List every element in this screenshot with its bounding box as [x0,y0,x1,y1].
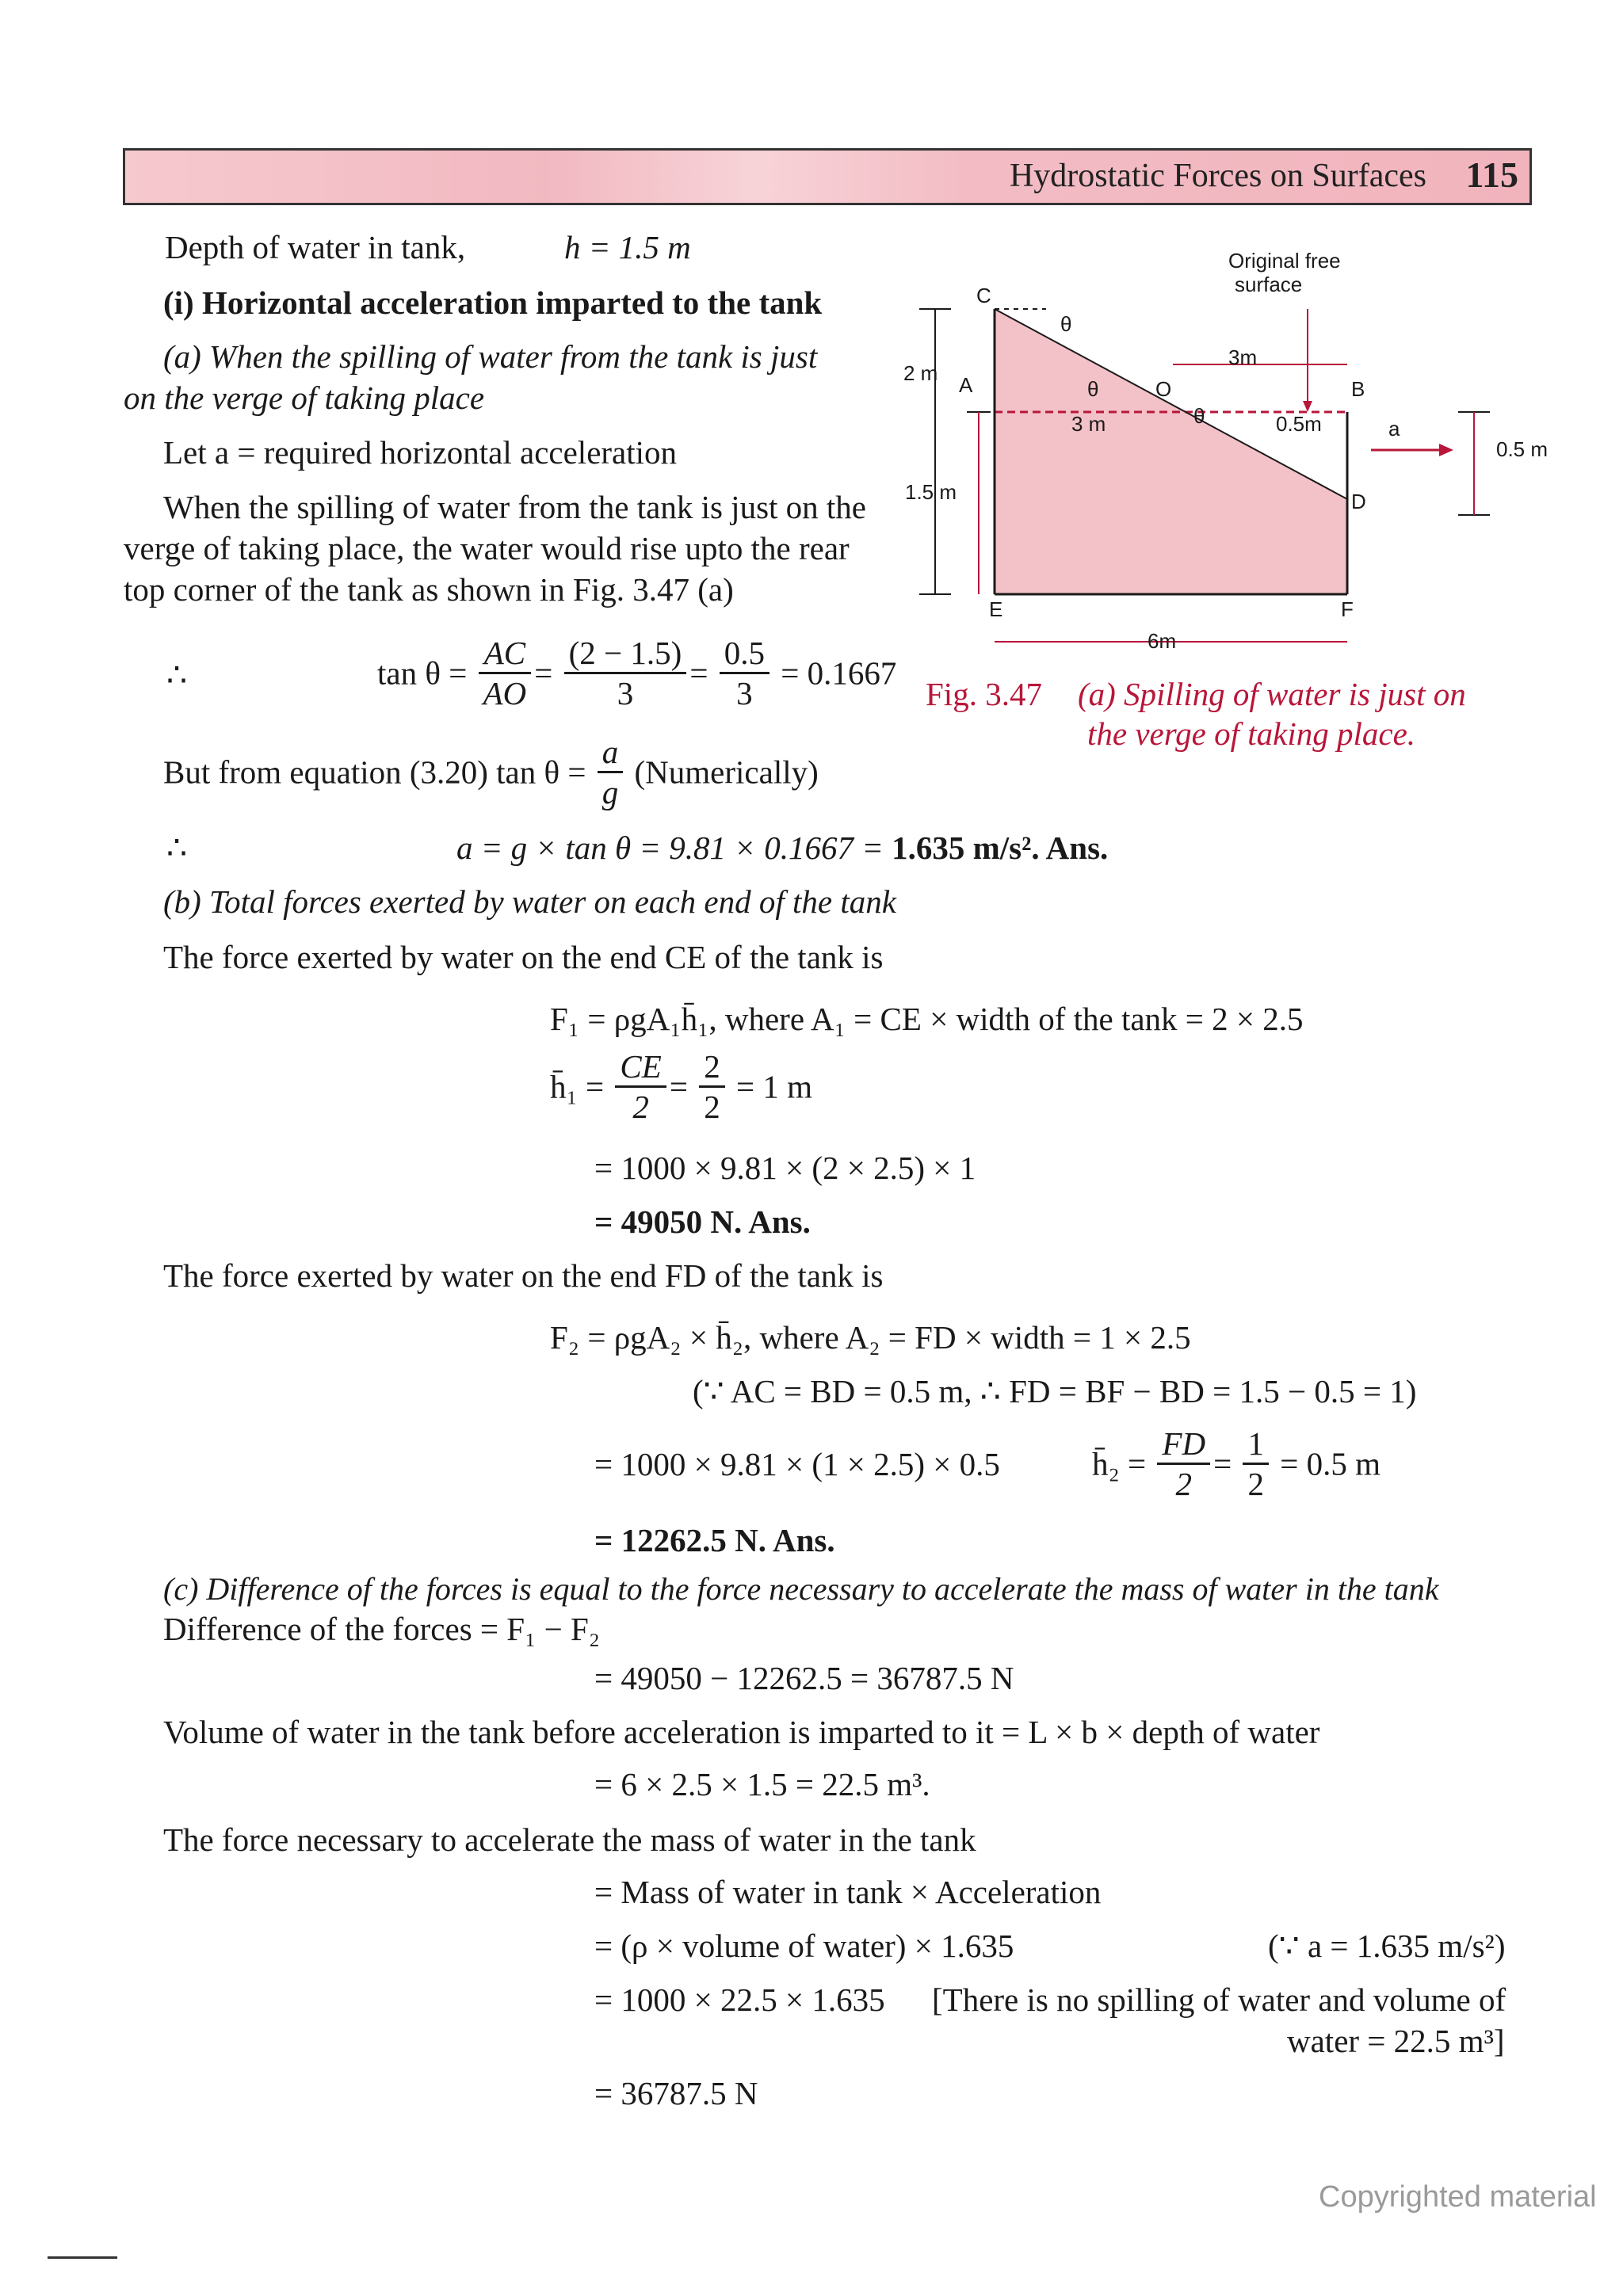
label-E: E [989,597,1003,621]
force-fd-intro: The force exerted by water on the end FD of the tank is [163,1257,884,1294]
water-region [995,309,1347,594]
label-original-free: Original free [1228,249,1341,273]
copyright-notice: Copyrighted material [1319,2180,1597,2214]
label-15m: 1.5 m [905,480,957,504]
paragraph-line: When the spilling of water from the tank is just on the [163,489,867,525]
tan-theta-equation: tan θ = $\frac{AC}{AO}$ = $\frac{(2 - 1.5)}{3}$ = $\frac{0.5}{3}$ = 0.1667 [377,635,897,711]
tan-result: = 0.1667 [781,654,897,692]
label-theta: θ [1087,377,1099,401]
label-D: D [1351,490,1366,513]
a-result: 1.635 m/s². Ans. [892,830,1109,866]
fraction-diff: $\frac{(2 - 1.5)}{3}$ [564,634,687,712]
section-i-heading: (i) Horizontal acceleration imparted to the tank [163,284,823,321]
final-result: = 36787.5 N [594,2075,758,2111]
F1-result: = 49050 N. Ans. [594,1203,811,1240]
chapter-title: Hydrostatic Forces on Surfaces [1009,158,1426,194]
but-from-line: But from equation (3.20) tan θ = $\frac{a}{g}$ (Numerically) [163,734,819,810]
label-3m-inner: 3 m [1071,412,1106,436]
label-C: C [976,284,991,307]
label-B: B [1351,377,1365,401]
h1-equation: h̄₁ = $\frac{CE}{2}$ = $\frac{2}{2}$ = 1 m [550,1048,812,1125]
rho-volume-note: (∵ a = 1.635 m/s²) [1268,1928,1506,1964]
paragraph-line: top corner of the tank as shown in Fig. 3.47 (a) [124,571,734,608]
depth-label: Depth of water in tank, [165,229,466,265]
label-6m: 6m [1148,629,1177,653]
paragraph-line: verge of taking place, the water would rise upto the rear [124,530,850,566]
label-theta: θ [1193,404,1205,428]
difference-line: Difference of the forces = F₁ − F₂ [163,1611,601,1647]
label-O: O [1155,377,1172,401]
label-2m: 2 m [903,361,938,385]
final-calc-note-cont: water = 22.5 m³] [1287,2023,1505,2059]
let-a-line: Let a = required horizontal acceleration [163,434,678,471]
fraction-a-g: $\frac{a}{g}$ [598,733,624,811]
F2-result: = 12262.5 N. Ans. [594,1522,835,1558]
page-number: 115 [1465,154,1518,195]
label-theta: θ [1060,312,1072,336]
fraction-05-3: $\frac{0.5}{3}$ [720,634,769,712]
therefore-symbol: ∴ [166,830,188,866]
section-a-heading: (a) When the spilling of water from the tank is just [163,338,818,375]
figure-tank-diagram [903,246,1561,666]
therefore-symbol: ∴ [166,657,188,693]
final-calc-note: [There is no spilling of water and volume of [932,1981,1507,2018]
label-F: F [1341,597,1354,621]
fraction-ac-ao: $\frac{AC}{AO}$ [479,634,532,712]
h2-equation: h̄₂ = $\frac{FD}{2}$ = $\frac{1}{2}$ = 0.5 m [1092,1425,1381,1502]
label-A: A [959,373,973,397]
final-calc: = 1000 × 22.5 × 1.635 [594,1981,885,2018]
label-05m: 0.5 m [1496,437,1549,461]
F2-equation: F₂ = ρgA₂ × h̄₂, where A₂ = FD × width = 1 × 2.5 [550,1319,1191,1356]
force-necessary-line: The force necessary to accelerate the mass of water in the tank [163,1821,976,1858]
figure-caption-text-cont: the verge of taking place. [1087,715,1416,752]
because-line: (∵ AC = BD = 0.5 m, ∴ FD = BF − BD = 1.5 − 0.5 = 1) [693,1373,1417,1409]
section-b-heading: (b) Total forces exerted by water on each end of the tank [163,883,896,920]
footer-rule [48,2256,117,2259]
figure-caption-text: (a) Spilling of water is just on [1078,676,1466,712]
running-header [123,148,1532,205]
volume-calc: = 6 × 2.5 × 1.5 = 22.5 m³. [594,1766,930,1802]
tan-lhs: tan θ = [377,654,468,692]
label-05m-inner: 0.5m [1276,412,1322,436]
F1-equation: F₁ = ρgA₁h̄₁, where A₁ = CE × width of the tank = 2 × 2.5 [550,1001,1304,1037]
F1-calculation: = 1000 × 9.81 × (2 × 2.5) × 1 [594,1150,976,1186]
label-a: a [1388,417,1400,441]
depth-value: h = 1.5 m [564,229,691,265]
label-3m-top: 3m [1228,345,1258,369]
label-surface: surface [1235,273,1303,296]
a-calculation: a = g × tan θ = 9.81 × 0.1667 = 1.635 m/s². Ans. [456,830,1109,866]
difference-calc: = 49050 − 12262.5 = 36787.5 N [594,1660,1014,1696]
F2-calculation: = 1000 × 9.81 × (1 × 2.5) × 0.5 [594,1446,1000,1482]
figure-caption-label: Fig. 3.47 [926,676,1042,712]
section-a-heading-cont: on the verge of taking place [124,379,485,416]
volume-line: Volume of water in the tank before acceleration is imparted to it = L × b × depth of water [163,1714,1320,1750]
section-c-heading: (c) Difference of the forces is equal to the force necessary to accelerate the mass of water in the tank [163,1571,1439,1607]
mass-acceleration: = Mass of water in tank × Acceleration [594,1874,1102,1910]
force-ce-intro: The force exerted by water on the end CE of the tank is [163,939,884,975]
rho-volume: = (ρ × volume of water) × 1.635 [594,1928,1014,1964]
